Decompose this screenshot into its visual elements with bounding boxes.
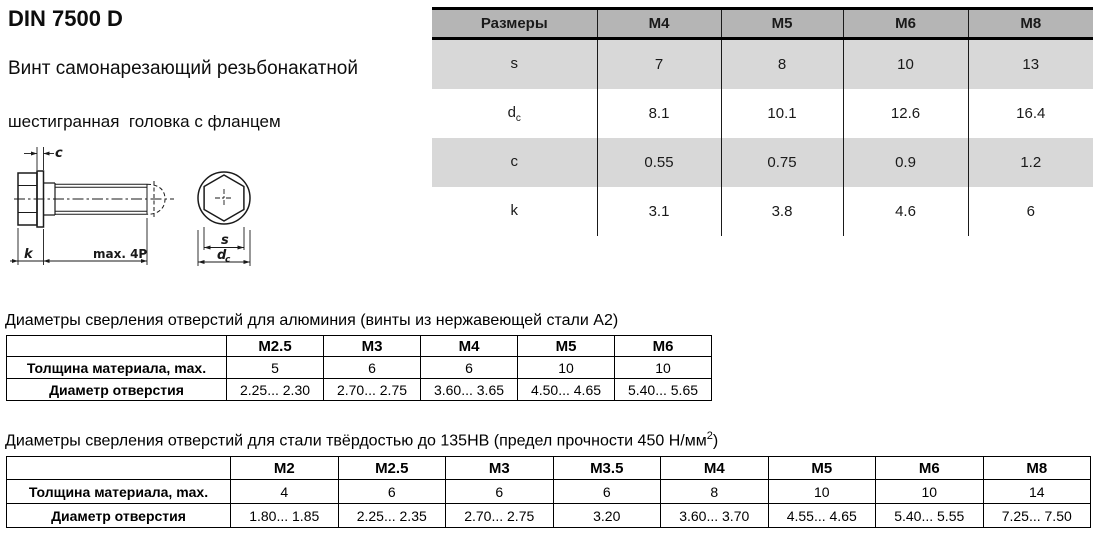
cell: 1.2 [968, 138, 1093, 187]
cell: 0.9 [843, 138, 968, 187]
cell: 0.55 [597, 138, 721, 187]
row-label: Диаметр отверстия [7, 504, 231, 528]
column-header: M2 [231, 457, 339, 480]
cell: 10 [615, 357, 712, 379]
column-header: M2.5 [227, 336, 324, 357]
dim-label-k: k [24, 247, 33, 262]
column-header: M3 [446, 457, 554, 480]
steel-table-title: Диаметры сверления отверстий для стали твёрдостью до 135HB (предел прочности 450 $Н/мм^2$) [5, 430, 719, 450]
page-subtitle-2: шестигранная головка с фланцем [8, 112, 281, 131]
page-title: DIN 7500 D [8, 6, 123, 31]
column-header: Размеры [432, 9, 597, 39]
cell: 8 [721, 39, 843, 90]
dim-label-max-4p: max. 4P [93, 247, 148, 261]
cell: 3.60... 3.65 [421, 379, 518, 401]
cell: 14 [983, 480, 1091, 504]
screw-side-view [14, 171, 174, 227]
cell: 4.50... 4.65 [518, 379, 615, 401]
cell: 4.6 [843, 187, 968, 236]
table-row [7, 379, 712, 401]
cell: 10 [518, 357, 615, 379]
cell: 12.6 [843, 89, 968, 138]
dim-label-s: s [221, 233, 229, 248]
row-label: Диаметр отверстия [7, 379, 227, 401]
cell: 6 [421, 357, 518, 379]
table-header-row [7, 457, 1091, 480]
cell: 4.55... 4.65 [768, 504, 876, 528]
column-header: M8 [983, 457, 1091, 480]
column-header: M5 [721, 9, 843, 39]
cell: 10 [768, 480, 876, 504]
cell: 3.1 [597, 187, 721, 236]
page-subtitle: Винт самонарезающий резьбонакатной [8, 58, 358, 79]
cell: 3.8 [721, 187, 843, 236]
column-header: M6 [876, 457, 984, 480]
cell: 5.40... 5.65 [615, 379, 712, 401]
row-label: Толщина материала, max. [7, 480, 231, 504]
dimensions-table [432, 7, 1093, 236]
cell: 6 [968, 187, 1093, 236]
row-label: k [510, 201, 518, 219]
column-header: M2.5 [338, 457, 446, 480]
cell: 10 [876, 480, 984, 504]
cell: 6 [553, 480, 661, 504]
table-row [432, 89, 1093, 138]
cell: 2.25... 2.35 [338, 504, 446, 528]
table-row [432, 187, 1093, 236]
table-row [432, 138, 1093, 187]
column-header: M3 [324, 336, 421, 357]
cell: 6 [324, 357, 421, 379]
column-header [7, 336, 227, 357]
cell: 16.4 [968, 89, 1093, 138]
dim-label-c: c [55, 146, 63, 161]
table-row [7, 504, 1091, 528]
cell: 0.75 [721, 138, 843, 187]
column-header: M3.5 [553, 457, 661, 480]
table-header-row [432, 9, 1093, 39]
cell: 3.60... 3.70 [661, 504, 769, 528]
table-row [432, 39, 1093, 90]
steel-drilling-table [6, 456, 1091, 528]
cell: 2.70... 2.75 [446, 504, 554, 528]
superscript-2: 2 [706, 430, 713, 442]
cell: 7.25... 7.50 [983, 504, 1091, 528]
table-row [7, 480, 1091, 504]
cell: 10 [843, 39, 968, 90]
cell: 10.1 [721, 89, 843, 138]
aluminum-drilling-table [6, 335, 712, 401]
dim-label-dc-sub: c [225, 255, 231, 265]
column-header: M6 [843, 9, 968, 39]
cell: 1.80... 1.85 [231, 504, 339, 528]
cell: 6 [446, 480, 554, 504]
cell: 2.70... 2.75 [324, 379, 421, 401]
row-label: $d_c$ [507, 103, 521, 124]
cell: 6 [338, 480, 446, 504]
column-header [7, 457, 231, 480]
aluminum-table-title: Диаметры сверления отверстий для алюминия (винты из нержавеющей стали A2) [5, 312, 619, 329]
column-header: M5 [518, 336, 615, 357]
cell: 2.25... 2.30 [227, 379, 324, 401]
cell: 5 [227, 357, 324, 379]
column-header: M6 [615, 336, 712, 357]
cell: 5.40... 5.55 [876, 504, 984, 528]
row-label: c [432, 138, 597, 187]
cell: 13 [968, 39, 1093, 90]
column-header: M4 [661, 457, 769, 480]
cell: 7 [597, 39, 721, 90]
row-label: s [432, 39, 597, 90]
cell: 3.20 [553, 504, 661, 528]
table-row [7, 357, 712, 379]
row-label: Толщина материала, max. [7, 357, 227, 379]
cell: 8.1 [597, 89, 721, 138]
cell: 4 [231, 480, 339, 504]
cell: 8 [661, 480, 769, 504]
screw-technical-drawing [8, 140, 293, 290]
column-header: M8 [968, 9, 1093, 39]
dim-label-dc: d [217, 248, 227, 263]
table-header-row [7, 336, 712, 357]
column-header: M4 [597, 9, 721, 39]
column-header: M4 [421, 336, 518, 357]
column-header: M5 [768, 457, 876, 480]
